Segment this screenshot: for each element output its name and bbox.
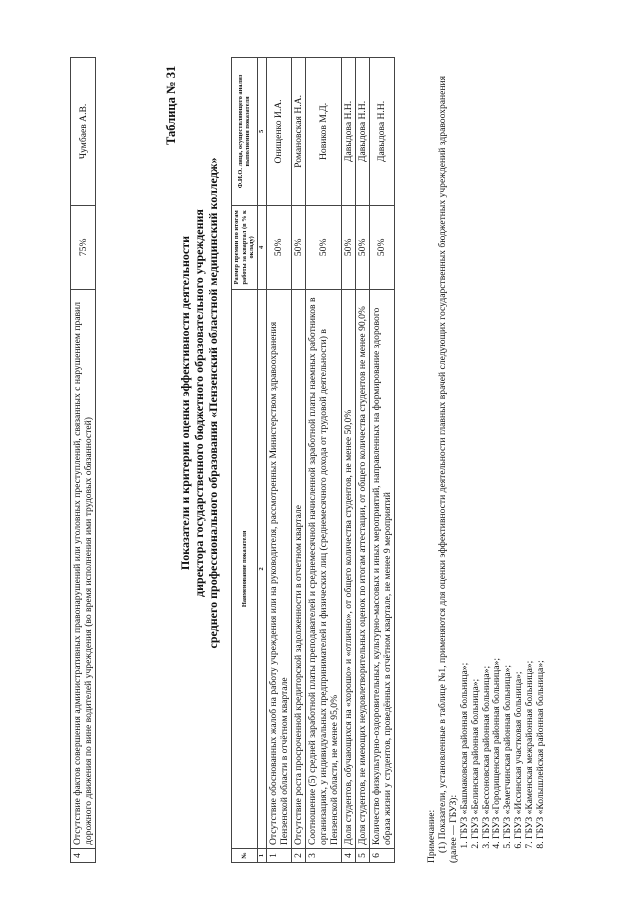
row-number: 1 (266, 849, 291, 863)
list-item: 1. ГБУЗ «Башмаковская районная больница»; (460, 57, 471, 839)
indicator-text: Отсутствие обоснованных жалоб на работу учреждения или на руководителя, рассмотренных Министерством здравоохранения Пензенской области в отчётном квартале (266, 289, 291, 848)
col-number: 1 (257, 849, 266, 863)
row-number: 5 (355, 849, 369, 863)
share-value: 50% (266, 205, 291, 289)
row-number: 3 (305, 849, 341, 863)
responsible-person: Давыдова Н.Н. (341, 58, 355, 206)
table-row (266, 58, 291, 863)
page-title (178, 43, 220, 763)
table-row (291, 58, 305, 863)
col-number: 5 (257, 58, 266, 206)
share-value: 50% (305, 205, 341, 289)
indicators-table (231, 57, 395, 863)
share-value: 75% (71, 205, 96, 289)
indicator-text: Доля студентов, не имеющих неудовлетворительных оценок по итогам аттестации, от общего количества студентов не менее 90,0% (355, 289, 369, 848)
column-number-row (257, 58, 266, 863)
title-line-2: директора государственного бюджетного образовательного учреждения (192, 209, 206, 597)
list-item: 8. ГБУЗ «Колышлейская районная больница»; (536, 57, 547, 839)
list-item: 2. ГБУЗ «Белинская районная больница»; (471, 57, 482, 839)
table-row (355, 58, 369, 863)
indicator-text: Соотношение (5) средней заработной платы преподавателей и среднемесячной начисленной заработной платы наемных работников в организациях, у индивидуальных предпринимателей и физических лиц (среднемесячного дохода от трудовой деятельности) в Пензенской области, не менее 95,0% (305, 289, 341, 848)
header-indicator: Наименование показателя (232, 289, 258, 848)
responsible-person: Романовская Н.А. (291, 58, 305, 206)
indicator-text: Отсутствие роста просроченной кредиторской задолженности в отчетном квартале (291, 289, 305, 848)
col-number: 2 (257, 289, 266, 848)
header-share: Размер премии по итогам работы за квартал (в % к окладу) (232, 205, 258, 289)
share-value: 50% (355, 205, 369, 289)
header-person: Ф.И.О. лица, осуществляющего анализ выполнения показателя (232, 58, 258, 206)
previous-table-fragment (70, 57, 96, 863)
list-item: 7. ГБУЗ «Каменская межрайонная больница»; (525, 57, 536, 839)
list-item: 4. ГБУЗ «Городищенская районная больница»; (492, 57, 503, 839)
row-number: 2 (291, 849, 305, 863)
responsible-person: Давыдова Н.Н. (355, 58, 369, 206)
header-row (232, 58, 258, 863)
notes-title: Примечание: (426, 809, 437, 863)
list-item: 3. ГБУЗ «Бессоновская районная больница»; (482, 57, 493, 839)
responsible-person: Чумбаев А.В. (71, 58, 96, 206)
title-line-1: Показатели и критерии оценки эффективности деятельности (178, 235, 192, 571)
table-row (71, 58, 96, 863)
list-item: 5. ГБУЗ «Земетчинская районная больница»; (503, 57, 514, 839)
share-value: 50% (369, 205, 394, 289)
row-number: 4 (341, 849, 355, 863)
table-row (369, 58, 394, 863)
table-label: Таблица № 31 (164, 65, 178, 145)
notes-list (460, 57, 547, 863)
responsible-person: Давыдова Н.Н. (369, 58, 394, 206)
notes-section (427, 57, 547, 863)
header-number: № (232, 849, 258, 863)
row-number: 6 (369, 849, 394, 863)
indicator-text: Отсутствие фактов совершения административных правонарушений или уголовных преступлений, связанных с нарушением правил дорожного движения по вине водителей учреждения (во время исполнения ими трудовых обязанностей) (71, 289, 96, 848)
title-line-3: среднего профессионального образования «Пензенский областной медицинский колледж» (206, 157, 220, 649)
notes-intro: (1) Показатели, установленные в таблице №1, применяются для оценки эффективности деятельности главных врачей следующих государственных бюджетных учреждений здравоохранения (далее — ГБУЗ): (436, 75, 459, 863)
responsible-person: Онищенко И.А. (266, 58, 291, 206)
share-value: 50% (291, 205, 305, 289)
table-row (341, 58, 355, 863)
indicator-text: Количество физкультурно-оздоровительных, культурно-массовых и иных мероприятий, направленных на формирование здорового образа жизни у студентов, проведённых в отчётном квартале, не менее 9 мероприятий (369, 289, 394, 848)
responsible-person: Новиков М.Д. (305, 58, 341, 206)
indicator-text: Доля студентов, обучающихся на «хорошо» и «отлично», от общего количества студентов, не менее 50,0% (341, 289, 355, 848)
list-item: 6. ГБУЗ «Иссинская участковая больница»; (514, 57, 525, 839)
table-row (305, 58, 341, 863)
share-value: 50% (341, 205, 355, 289)
col-number: 4 (257, 205, 266, 289)
row-number: 4 (71, 849, 96, 863)
